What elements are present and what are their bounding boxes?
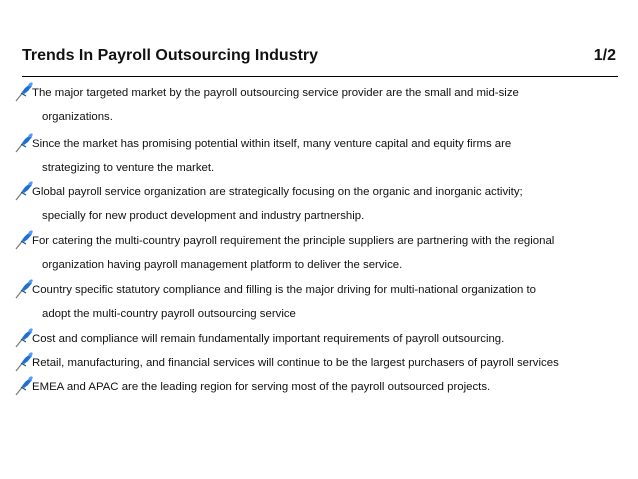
pushpin-icon <box>14 350 34 372</box>
bullet-text-line2: specially for new product development and industry partnership. <box>42 209 365 222</box>
bullet-item <box>14 376 610 400</box>
bullet-text-line1: Retail, manufacturing, and financial services will continue to be the largest purchasers of payroll services <box>32 357 559 369</box>
bullet-item <box>14 181 610 230</box>
bullet-item <box>14 82 610 133</box>
bullet-text-line2: organizations. <box>42 110 113 123</box>
bullet-text-line2: organization having payroll management platform to deliver the service. <box>42 258 403 271</box>
bullet-item <box>14 133 610 181</box>
bullet-text-line1: Country specific statutory compliance and filling is the major driving for multi-national organization to <box>32 284 536 296</box>
bullet-text-line1: Global payroll service organization are strategically focusing on the organic and inorganic activity; <box>32 186 523 198</box>
pushpin-icon <box>14 179 34 201</box>
bullet-text-line2: adopt the multi-country payroll outsourcing service <box>42 307 296 320</box>
bullet-item <box>14 328 610 352</box>
page-number: 1/2 <box>593 47 616 64</box>
bullet-text-line1: Cost and compliance will remain fundamentally important requirements of payroll outsourcing. <box>32 333 505 345</box>
pushpin-icon <box>14 277 34 299</box>
pushpin-icon <box>14 374 34 396</box>
slide-header <box>22 44 618 77</box>
bullet-text-line1: The major targeted market by the payroll outsourcing service provider are the small and mid-size <box>32 87 519 99</box>
pushpin-icon <box>14 228 34 250</box>
pushpin-icon <box>14 80 34 102</box>
bullet-text-line1: For catering the multi-country payroll requirement the principle suppliers are partnering with the regional <box>32 235 555 247</box>
bullet-item <box>14 352 610 376</box>
bullet-text-line1: Since the market has promising potential within itself, many venture capital and equity firms are <box>32 138 512 150</box>
bullet-item <box>14 230 610 279</box>
slide-title: Trends In Payroll Outsourcing Industry <box>22 47 319 64</box>
bullet-text-line2: strategizing to venture the market. <box>42 161 215 174</box>
pushpin-icon <box>14 326 34 348</box>
pushpin-icon <box>14 131 34 153</box>
bullet-text-line1: EMEA and APAC are the leading region for serving most of the payroll outsourced projects. <box>32 381 491 393</box>
bullet-item <box>14 279 610 328</box>
bullet-list <box>14 82 610 400</box>
